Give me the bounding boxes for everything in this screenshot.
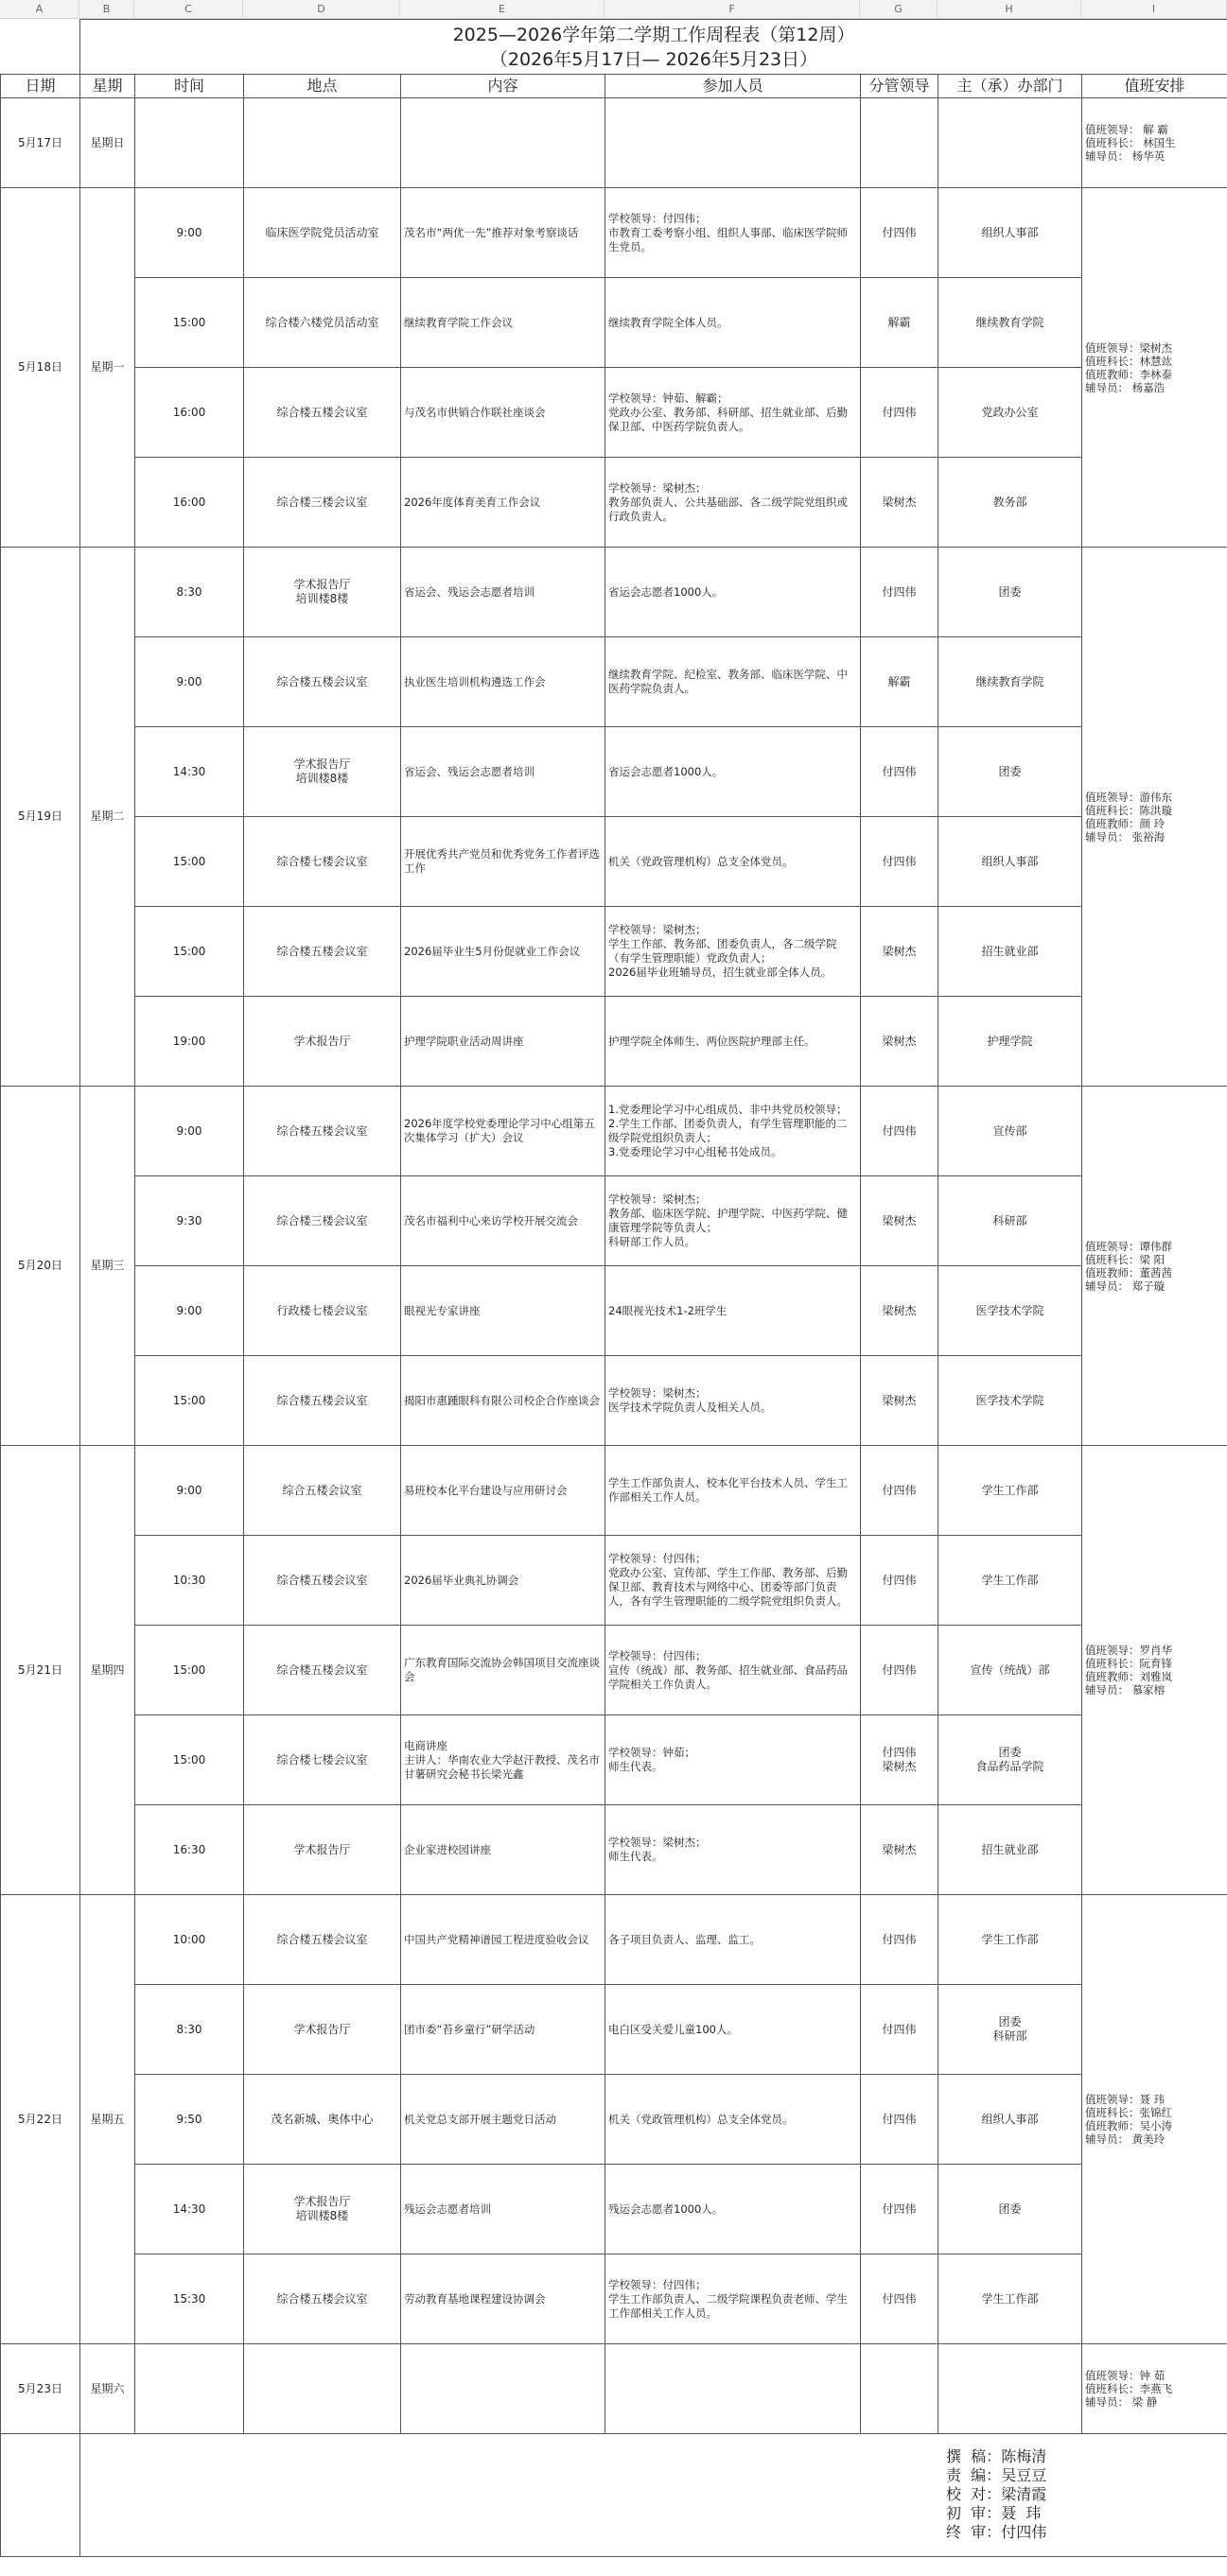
leader-cell[interactable]: 付四伟 <box>861 1626 938 1715</box>
date-cell[interactable]: 5月17日 <box>1 98 80 188</box>
dept-cell[interactable]: 科研部 <box>938 1176 1082 1266</box>
content-cell[interactable]: 茂名市“两优一先”推荐对象考察谈话 <box>401 188 605 278</box>
place-cell[interactable]: 综合楼五楼会议室 <box>244 368 401 458</box>
schedule-row <box>1 907 1227 997</box>
header-cell[interactable]: 地点 <box>244 75 401 98</box>
people-cell[interactable] <box>605 98 861 188</box>
leader-cell[interactable]: 付四伟 <box>861 1536 938 1626</box>
credit-name: 吴豆豆 <box>1001 2465 1047 2484</box>
place-cell[interactable]: 学术报告厅 <box>244 1805 401 1895</box>
place-cell[interactable] <box>244 98 401 188</box>
place-cell[interactable]: 综合楼五楼会议室 <box>244 1356 401 1446</box>
weekday-cell[interactable]: 星期一 <box>80 188 135 548</box>
title-line-2: （2026年5月17日— 2026年5月23日） <box>489 48 818 70</box>
people-cell[interactable]: 电白区受关爱儿童100人。 <box>605 1985 861 2075</box>
title-line-1: 2025—2026学年第二学期工作周程表（第12周） <box>452 24 855 45</box>
credits-block <box>946 2447 1046 2542</box>
sheet-title[interactable] <box>80 20 1227 75</box>
place-cell[interactable]: 综合楼五楼会议室 <box>244 907 401 997</box>
column-letter-h[interactable]: H <box>938 0 1081 19</box>
schedule-row <box>1 1985 1227 2075</box>
people-cell[interactable]: 学校领导：付四伟； 市教育工委考察小组、组织人事部、临床医学院师生党员。 <box>605 188 861 278</box>
weekday-cell[interactable]: 星期四 <box>80 1446 135 1895</box>
content-cell[interactable]: 残运会志愿者培训 <box>401 2165 605 2254</box>
content-cell[interactable]: 2026年度学校党委理论学习中心组第五次集体学习（扩大）会议 <box>401 1087 605 1176</box>
header-cell[interactable]: 内容 <box>401 75 605 98</box>
duty-cell[interactable]: 值班领导： 解 霸 值班科长： 林国生 辅导员： 杨华英 <box>1082 98 1227 188</box>
content-cell[interactable]: 开展优秀共产党员和优秀党务工作者评选工作 <box>401 817 605 907</box>
people-cell[interactable]: 机关（党政管理机构）总支全体党员。 <box>605 2075 861 2165</box>
column-letter-a[interactable]: A <box>0 0 79 19</box>
place-cell[interactable]: 行政楼七楼会议室 <box>244 1266 401 1356</box>
dept-cell[interactable]: 组织人事部 <box>938 188 1082 278</box>
dept-cell[interactable]: 团委 科研部 <box>938 1985 1082 2075</box>
time-cell[interactable]: 14:30 <box>135 2165 244 2254</box>
time-cell[interactable]: 9:00 <box>135 1446 244 1536</box>
dept-cell[interactable] <box>938 2344 1082 2434</box>
dept-cell[interactable]: 医学技术学院 <box>938 1266 1082 1356</box>
content-cell[interactable]: 电商讲座 主讲人：华南农业大学赵汗教授、茂名市甘薯研究会秘书长梁光鑫 <box>401 1715 605 1805</box>
dept-cell[interactable]: 宣传（统战）部 <box>938 1626 1082 1715</box>
schedule-row <box>1 1266 1227 1356</box>
people-cell[interactable]: 24眼视光技术1-2班学生 <box>605 1266 861 1356</box>
leader-cell[interactable]: 付四伟 <box>861 1087 938 1176</box>
place-cell[interactable]: 学术报告厅 培训楼8楼 <box>244 2165 401 2254</box>
column-letter-c[interactable]: C <box>134 0 243 19</box>
people-cell[interactable]: 各子项目负责人、监理、监工。 <box>605 1895 861 1985</box>
credit-label: 终 审： <box>946 2522 1002 2541</box>
schedule-row <box>1 1356 1227 1446</box>
dept-cell[interactable] <box>938 98 1082 188</box>
place-cell[interactable] <box>244 2344 401 2434</box>
content-cell[interactable]: 机关党总支部开展主题党日活动 <box>401 2075 605 2165</box>
footer-blank[interactable] <box>80 2434 1227 2557</box>
schedule-row <box>1 98 1227 188</box>
time-cell[interactable]: 15:00 <box>135 1356 244 1446</box>
time-cell[interactable]: 15:00 <box>135 278 244 368</box>
header-cell[interactable]: 时间 <box>135 75 244 98</box>
people-cell[interactable]: 学生工作部负责人、校本化平台技术人员、学生工作部相关工作人员。 <box>605 1446 861 1536</box>
dept-cell[interactable]: 医学技术学院 <box>938 1356 1082 1446</box>
people-cell[interactable]: 1.党委理论学习中心组成员、非中共党员校领导； 2.学生工作部、团委负责人，有学生管理职能的二级学院党组织负责人； 3.党委理论学习中心组秘书处成员。 <box>605 1087 861 1176</box>
content-cell[interactable]: 劳动教育基地课程建设协调会 <box>401 2254 605 2344</box>
credit-name: 陈梅清 <box>1001 2446 1047 2465</box>
time-cell[interactable]: 15:00 <box>135 817 244 907</box>
leader-cell[interactable]: 梁树杰 <box>861 1266 938 1356</box>
content-cell[interactable]: 与茂名市供销合作联社座谈会 <box>401 368 605 458</box>
content-cell[interactable]: 团市委“苔乡童行”研学活动 <box>401 1985 605 2075</box>
schedule-row <box>1 727 1227 817</box>
place-cell[interactable]: 临床医学院党员活动室 <box>244 188 401 278</box>
schedule-row <box>1 458 1227 548</box>
content-cell[interactable]: 2026届毕业典礼协调会 <box>401 1536 605 1626</box>
leader-cell[interactable]: 梁树杰 <box>861 997 938 1087</box>
dept-cell[interactable]: 组织人事部 <box>938 817 1082 907</box>
column-letter-f[interactable]: F <box>605 0 860 19</box>
people-cell[interactable]: 继续教育学院、纪检室、教务部、临床医学院、中医药学院负责人。 <box>605 637 861 727</box>
leader-cell[interactable]: 付四伟 <box>861 817 938 907</box>
leader-cell[interactable]: 付四伟 <box>861 368 938 458</box>
credit-line <box>946 2447 1046 2466</box>
time-cell[interactable]: 10:30 <box>135 1536 244 1626</box>
duty-cell[interactable]: 值班领导：谭伟群 值班科长：梁 阳 值班教师：董茜茜 辅导员： 郑子璇 <box>1082 1087 1227 1446</box>
time-cell[interactable]: 9:00 <box>135 188 244 278</box>
date-cell[interactable]: 5月20日 <box>1 1087 80 1446</box>
schedule-row <box>1 2165 1227 2254</box>
people-cell[interactable]: 学校领导：付四伟； 党政办公室、宣传部、学生工作部、教务部、后勤保卫部、教育技术与网络中心、团委等部门负责人，各有学生管理职能的二级学院党组织负责人。 <box>605 1536 861 1626</box>
leader-cell[interactable]: 付四伟 <box>861 2254 938 2344</box>
time-cell[interactable]: 8:30 <box>135 1985 244 2075</box>
content-cell[interactable]: 茂名市福利中心来访学校开展交流会 <box>401 1176 605 1266</box>
duty-cell[interactable]: 值班领导：游伟东 值班科长：陈洪璇 值班教师：颜 玲 辅导员： 张裕海 <box>1082 548 1227 1087</box>
people-cell[interactable]: 省运会志愿者1000人。 <box>605 727 861 817</box>
credit-line <box>946 2504 1046 2523</box>
content-cell[interactable]: 省运会、残运会志愿者培训 <box>401 548 605 637</box>
time-cell[interactable]: 9:00 <box>135 1266 244 1356</box>
leader-cell[interactable]: 付四伟 <box>861 2165 938 2254</box>
people-cell[interactable]: 学校领导：钟茹、解霸； 党政办公室、教务部、科研部、招生就业部、后勤保卫部、中医药学院负责人。 <box>605 368 861 458</box>
time-cell[interactable]: 9:30 <box>135 1176 244 1266</box>
leader-cell[interactable]: 梁树杰 <box>861 1176 938 1266</box>
date-cell[interactable]: 5月22日 <box>1 1895 80 2344</box>
content-cell[interactable]: 2026年度体育美育工作会议 <box>401 458 605 548</box>
time-cell[interactable]: 15:00 <box>135 1715 244 1805</box>
column-letter-d[interactable]: D <box>243 0 400 19</box>
people-cell[interactable]: 学校领导：梁树杰； 学生工作部、教务部、团委负责人，各二级学院（有学生管理职能）党政负责人； 2026届毕业班辅导员，招生就业部全体人员。 <box>605 907 861 997</box>
schedule-row <box>1 1176 1227 1266</box>
time-cell[interactable]: 14:30 <box>135 727 244 817</box>
people-cell[interactable]: 学校领导：梁树杰； 教务部、临床医学院、护理学院、中医药学院、健康管理学院等负责人； 科研部工作人员。 <box>605 1176 861 1266</box>
time-cell[interactable]: 10:00 <box>135 1895 244 1985</box>
place-cell[interactable]: 综合楼五楼会议室 <box>244 1536 401 1626</box>
duty-cell[interactable]: 值班领导：聂 玮 值班科长：张锦红 值班教师：吴小涛 辅导员： 黄美玲 <box>1082 1895 1227 2344</box>
column-letter-i[interactable]: I <box>1081 0 1227 19</box>
weekday-cell[interactable]: 星期三 <box>80 1087 135 1446</box>
column-header-bar <box>0 0 1227 19</box>
schedule-row <box>1 1895 1227 1985</box>
leader-cell[interactable] <box>861 98 938 188</box>
place-cell[interactable]: 综合楼五楼会议室 <box>244 1087 401 1176</box>
weekday-cell[interactable]: 星期六 <box>80 2344 135 2434</box>
time-cell[interactable]: 15:00 <box>135 1626 244 1715</box>
place-cell[interactable]: 综合楼五楼会议室 <box>244 637 401 727</box>
schedule-row <box>1 817 1227 907</box>
time-cell[interactable]: 16:30 <box>135 1805 244 1895</box>
place-cell[interactable]: 综合楼三楼会议室 <box>244 458 401 548</box>
content-cell[interactable]: 眼视光专家讲座 <box>401 1266 605 1356</box>
dept-cell[interactable]: 继续教育学院 <box>938 637 1082 727</box>
leader-cell[interactable]: 梁树杰 <box>861 1356 938 1446</box>
leader-cell[interactable]: 付四伟 梁树杰 <box>861 1715 938 1805</box>
credit-label: 校 对： <box>946 2484 1002 2503</box>
time-cell[interactable]: 16:00 <box>135 458 244 548</box>
header-row <box>1 75 1227 98</box>
time-cell[interactable]: 15:00 <box>135 907 244 997</box>
content-cell[interactable] <box>401 2344 605 2434</box>
column-letter-b[interactable]: B <box>79 0 134 19</box>
footer-blank-a[interactable] <box>1 2434 80 2557</box>
schedule-row <box>1 1446 1227 1536</box>
leader-cell[interactable]: 付四伟 <box>861 548 938 637</box>
leader-cell[interactable]: 梁树杰 <box>861 907 938 997</box>
content-cell[interactable]: 企业家进校园讲座 <box>401 1805 605 1895</box>
schedule-row <box>1 637 1227 727</box>
place-cell[interactable]: 综合楼五楼会议室 <box>244 1895 401 1985</box>
column-letter-e[interactable]: E <box>400 0 605 19</box>
spreadsheet[interactable] <box>0 19 1227 2576</box>
people-cell[interactable]: 学校领导：梁树杰； 师生代表。 <box>605 1805 861 1895</box>
schedule-row <box>1 278 1227 368</box>
schedule-row <box>1 1715 1227 1805</box>
dept-cell[interactable]: 团委 食品药品学院 <box>938 1715 1082 1805</box>
leader-cell[interactable]: 解霸 <box>861 637 938 727</box>
credit-line <box>946 2466 1046 2485</box>
credit-name: 梁清霞 <box>1001 2484 1047 2503</box>
credit-name: 付四伟 <box>1001 2522 1047 2541</box>
schedule-row <box>1 2344 1227 2434</box>
leader-cell[interactable] <box>861 2344 938 2434</box>
place-cell[interactable]: 综合楼三楼会议室 <box>244 1176 401 1266</box>
time-cell[interactable]: 9:00 <box>135 1087 244 1176</box>
place-cell[interactable]: 综合楼七楼会议室 <box>244 1715 401 1805</box>
leader-cell[interactable]: 付四伟 <box>861 188 938 278</box>
date-cell[interactable]: 5月18日 <box>1 188 80 548</box>
people-cell[interactable]: 学校领导：付四伟； 宣传（统战）部、教务部、招生就业部、食品药品学院相关工作负责人。 <box>605 1626 861 1715</box>
people-cell[interactable]: 残运会志愿者1000人。 <box>605 2165 861 2254</box>
credit-label: 责 编： <box>946 2465 1002 2484</box>
place-cell[interactable]: 学术报告厅 培训楼8楼 <box>244 548 401 637</box>
leader-cell[interactable]: 付四伟 <box>861 1985 938 2075</box>
leader-cell[interactable]: 梁树杰 <box>861 1805 938 1895</box>
credit-line <box>946 2485 1046 2504</box>
place-cell[interactable]: 学术报告厅 培训楼8楼 <box>244 727 401 817</box>
credit-line <box>946 2523 1046 2542</box>
schedule-row <box>1 188 1227 278</box>
dept-cell[interactable]: 学生工作部 <box>938 2254 1082 2344</box>
dept-cell[interactable]: 组织人事部 <box>938 2075 1082 2165</box>
date-cell[interactable]: 5月23日 <box>1 2344 80 2434</box>
schedule-row <box>1 2254 1227 2344</box>
time-cell[interactable] <box>135 98 244 188</box>
people-cell[interactable]: 护理学院全体师生、两位医院护理部主任。 <box>605 997 861 1087</box>
dept-cell[interactable]: 学生工作部 <box>938 1446 1082 1536</box>
people-cell[interactable]: 继续教育学院全体人员。 <box>605 278 861 368</box>
dept-cell[interactable]: 招生就业部 <box>938 1805 1082 1895</box>
leader-cell[interactable]: 付四伟 <box>861 727 938 817</box>
time-cell[interactable]: 16:00 <box>135 368 244 458</box>
weekday-cell[interactable]: 星期五 <box>80 1895 135 2344</box>
schedule-row <box>1 548 1227 637</box>
schedule-row <box>1 1626 1227 1715</box>
place-cell[interactable]: 学术报告厅 <box>244 997 401 1087</box>
credit-label: 撰 稿： <box>946 2446 1002 2465</box>
dept-cell[interactable]: 学生工作部 <box>938 1895 1082 1985</box>
people-cell[interactable]: 机关（党政管理机构）总支全体党员。 <box>605 817 861 907</box>
content-cell[interactable]: 继续教育学院工作会议 <box>401 278 605 368</box>
place-cell[interactable]: 综合楼五楼会议室 <box>244 1626 401 1715</box>
time-cell[interactable]: 8:30 <box>135 548 244 637</box>
header-cell[interactable]: 星期 <box>80 75 135 98</box>
people-cell[interactable]: 学校领导：付四伟； 学生工作部负责人、二级学院课程负责老师、学生工作部相关工作人员。 <box>605 2254 861 2344</box>
content-cell[interactable] <box>401 98 605 188</box>
content-cell[interactable]: 中国共产党精神谱园工程进度验收会议 <box>401 1895 605 1985</box>
place-cell[interactable]: 综合楼七楼会议室 <box>244 817 401 907</box>
header-cell[interactable]: 分管领导 <box>861 75 938 98</box>
dept-cell[interactable]: 教务部 <box>938 458 1082 548</box>
duty-cell[interactable]: 值班领导：钟 茹 值班科长：李燕飞 辅导员： 梁 静 <box>1082 2344 1227 2434</box>
dept-cell[interactable]: 团委 <box>938 548 1082 637</box>
dept-cell[interactable]: 护理学院 <box>938 997 1082 1087</box>
duty-cell[interactable]: 值班领导：罗肖华 值班科长：阮育锋 值班教师：刘雅岚 辅导员： 慕家榕 <box>1082 1446 1227 1895</box>
column-letter-g[interactable]: G <box>860 0 938 19</box>
schedule-table <box>0 19 1227 2557</box>
people-cell[interactable]: 省运会志愿者1000人。 <box>605 548 861 637</box>
duty-cell[interactable]: 值班领导：梁树杰 值班科长：林慧竑 值班教师：李林泰 辅导员： 杨嘉浩 <box>1082 188 1227 548</box>
schedule-row <box>1 1087 1227 1176</box>
content-cell[interactable]: 广东教育国际交流协会韩国项目交流座谈会 <box>401 1626 605 1715</box>
place-cell[interactable]: 综合楼五楼会议室 <box>244 2254 401 2344</box>
schedule-row <box>1 997 1227 1087</box>
dept-cell[interactable]: 继续教育学院 <box>938 278 1082 368</box>
content-cell[interactable]: 护理学院职业活动周讲座 <box>401 997 605 1087</box>
people-cell[interactable]: 学校领导：钟茹； 师生代表。 <box>605 1715 861 1805</box>
header-cell[interactable]: 日期 <box>1 75 80 98</box>
people-cell[interactable] <box>605 2344 861 2434</box>
title-blank-a[interactable] <box>1 20 80 75</box>
header-cell[interactable]: 值班安排 <box>1082 75 1227 98</box>
weekday-cell[interactable]: 星期二 <box>80 548 135 1087</box>
header-cell[interactable]: 参加人员 <box>605 75 861 98</box>
place-cell[interactable]: 茂名新城、奥体中心 <box>244 2075 401 2165</box>
leader-cell[interactable]: 付四伟 <box>861 2075 938 2165</box>
credit-name: 聂 玮 <box>1001 2503 1042 2522</box>
schedule-row <box>1 368 1227 458</box>
leader-cell[interactable]: 付四伟 <box>861 1446 938 1536</box>
schedule-row <box>1 1536 1227 1626</box>
dept-cell[interactable]: 团委 <box>938 727 1082 817</box>
leader-cell[interactable]: 梁树杰 <box>861 458 938 548</box>
place-cell[interactable]: 综合五楼会议室 <box>244 1446 401 1536</box>
leader-cell[interactable]: 解霸 <box>861 278 938 368</box>
title-row <box>1 20 1227 75</box>
date-cell[interactable]: 5月19日 <box>1 548 80 1087</box>
time-cell[interactable]: 15:30 <box>135 2254 244 2344</box>
time-cell[interactable]: 19:00 <box>135 997 244 1087</box>
place-cell[interactable]: 综合楼六楼党员活动室 <box>244 278 401 368</box>
content-cell[interactable]: 省运会、残运会志愿者培训 <box>401 727 605 817</box>
content-cell[interactable]: 2026届毕业生5月份促就业工作会议 <box>401 907 605 997</box>
schedule-row <box>1 2075 1227 2165</box>
weekday-cell[interactable]: 星期日 <box>80 98 135 188</box>
people-cell[interactable]: 学校领导：梁树杰； 教务部负责人、公共基础部、各二级学院党组织或行政负责人。 <box>605 458 861 548</box>
dept-cell[interactable]: 宣传部 <box>938 1087 1082 1176</box>
dept-cell[interactable]: 党政办公室 <box>938 368 1082 458</box>
content-cell[interactable]: 易班校本化平台建设与应用研讨会 <box>401 1446 605 1536</box>
header-cell[interactable]: 主（承）办部门 <box>938 75 1082 98</box>
schedule-row <box>1 1805 1227 1895</box>
dept-cell[interactable]: 团委 <box>938 2165 1082 2254</box>
dept-cell[interactable]: 学生工作部 <box>938 1536 1082 1626</box>
time-cell[interactable] <box>135 2344 244 2434</box>
people-cell[interactable]: 学校领导：梁树杰； 医学技术学院负责人及相关人员。 <box>605 1356 861 1446</box>
content-cell[interactable]: 执业医生培训机构遴选工作会 <box>401 637 605 727</box>
credit-label: 初 审： <box>946 2503 1002 2522</box>
place-cell[interactable]: 学术报告厅 <box>244 1985 401 2075</box>
dept-cell[interactable]: 招生就业部 <box>938 907 1082 997</box>
time-cell[interactable]: 9:50 <box>135 2075 244 2165</box>
time-cell[interactable]: 9:00 <box>135 637 244 727</box>
date-cell[interactable]: 5月21日 <box>1 1446 80 1895</box>
leader-cell[interactable]: 付四伟 <box>861 1895 938 1985</box>
content-cell[interactable]: 揭阳市惠踵眼科有限公司校企合作座谈会 <box>401 1356 605 1446</box>
